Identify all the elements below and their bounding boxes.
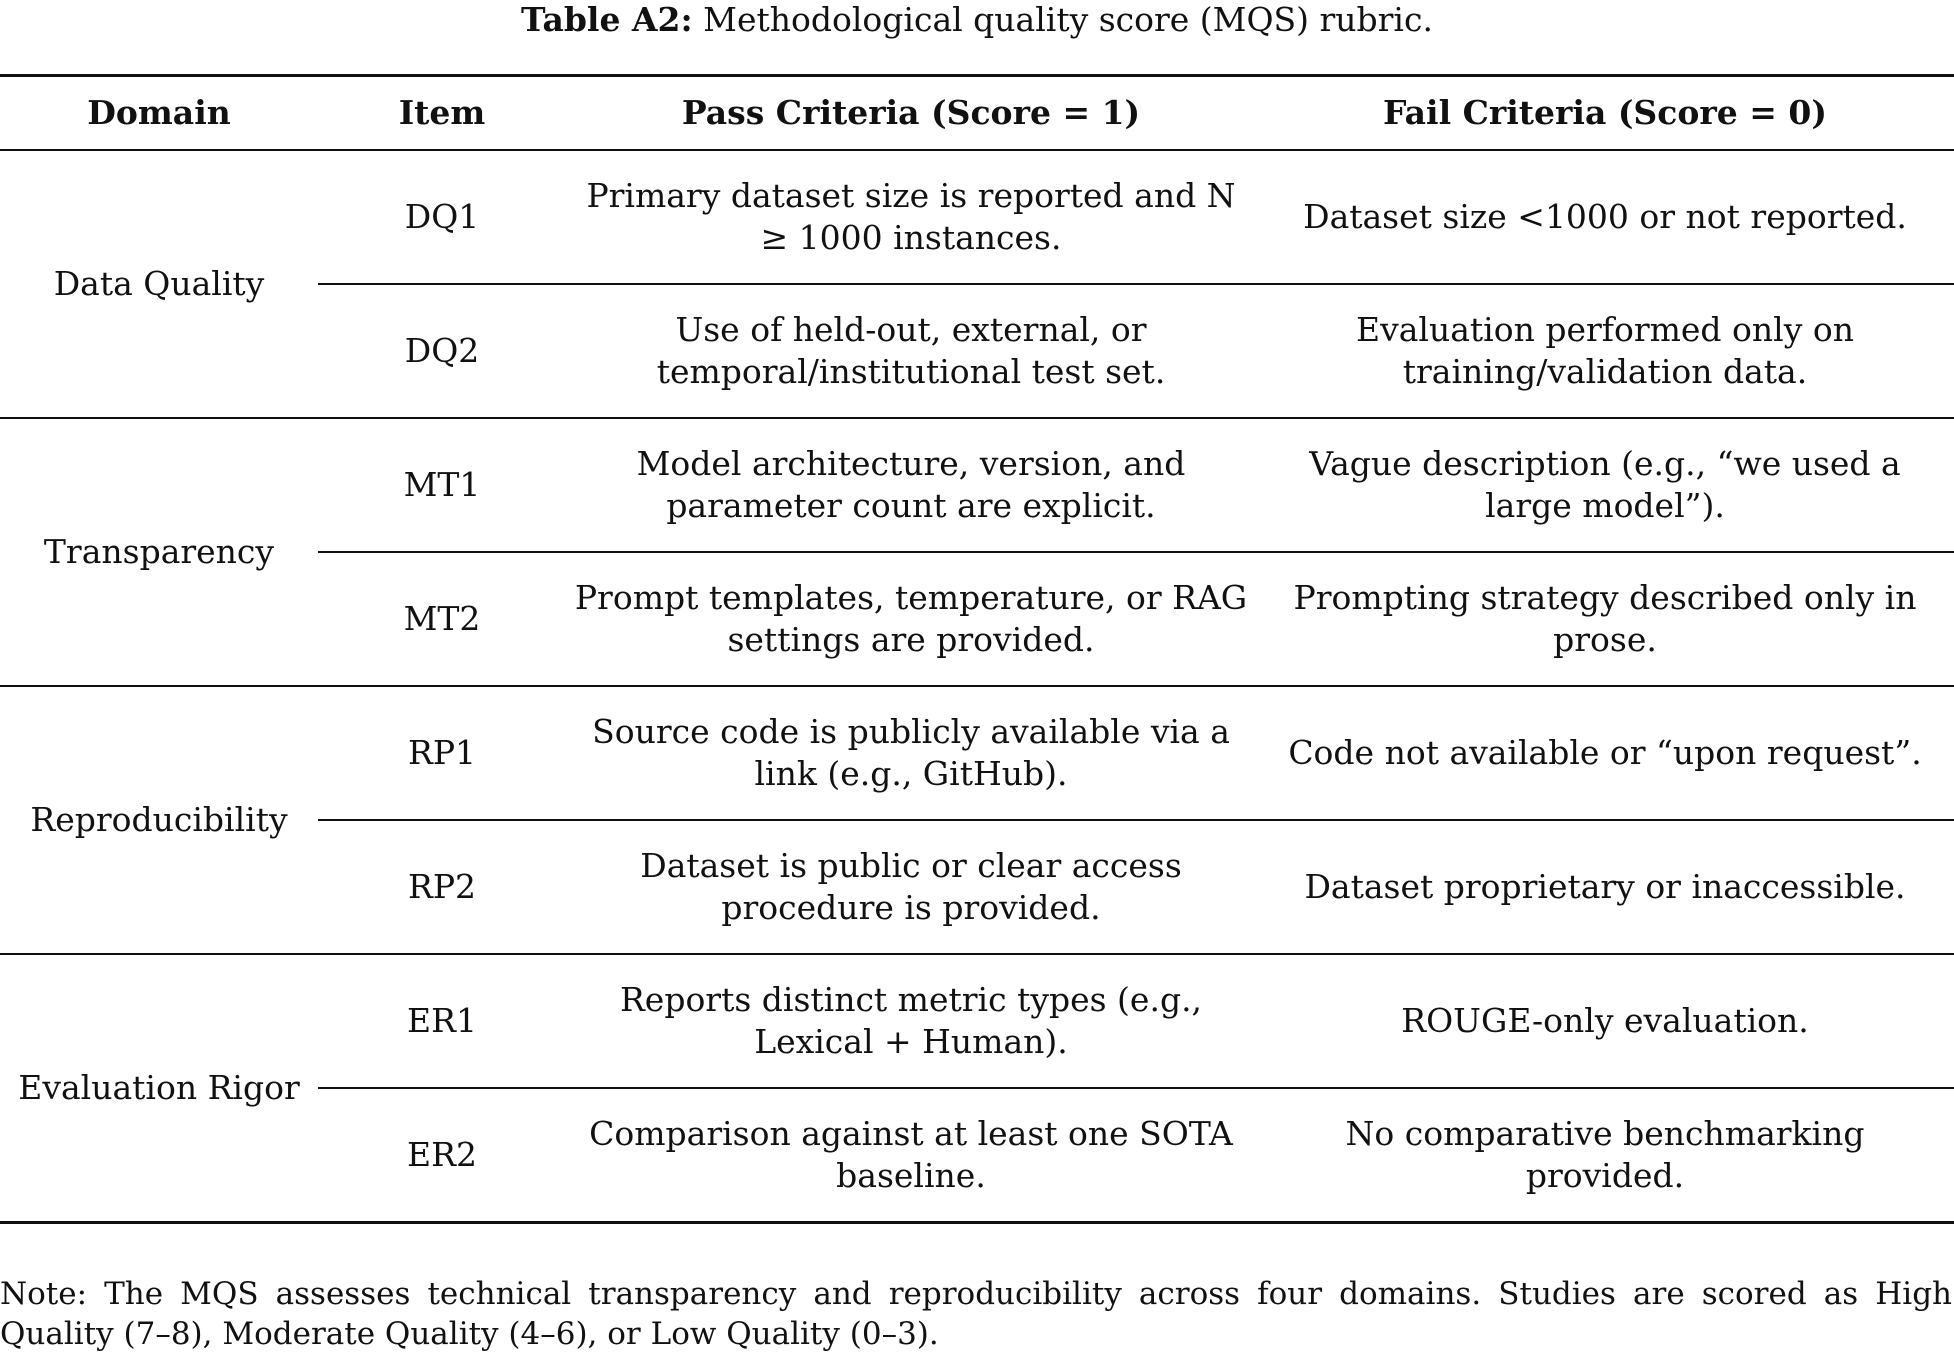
table-caption-label: Table A2: — [521, 0, 693, 39]
pass-criteria-cell: Primary dataset size is reported and N ≥ 1000 instances. — [566, 150, 1256, 284]
fail-criteria-cell: Dataset proprietary or inaccessible. — [1256, 820, 1954, 954]
fail-criteria-cell: Evaluation performed only on training/validation data. — [1256, 284, 1954, 418]
header-domain: Domain — [0, 76, 318, 151]
pass-criteria-cell: Model architecture, version, and parameter count are explicit. — [566, 418, 1256, 552]
pass-criteria-cell: Source code is publicly available via a link (e.g., GitHub). — [566, 686, 1256, 820]
item-cell: DQ2 — [318, 284, 566, 418]
table-note: Note: The MQS assesses technical transparency and reproducibility across four domains. Studies are scored as High Quality (7–8), Moderate Quality (4–6), or Low Quality (0–3). — [0, 1276, 1952, 1352]
header-fail-criteria: Fail Criteria (Score = 0) — [1256, 76, 1954, 151]
item-cell: ER1 — [318, 954, 566, 1088]
domain-cell-reproducibility: Reproducibility — [0, 686, 318, 954]
table-body — [0, 150, 1954, 1222]
domain-cell-transparency: Transparency — [0, 418, 318, 686]
domain-cell-data-quality: Data Quality — [0, 150, 318, 418]
table-header — [0, 76, 1954, 151]
item-cell: ER2 — [318, 1088, 566, 1222]
pass-criteria-cell: Use of held-out, external, or temporal/institutional test set. — [566, 284, 1256, 418]
fail-criteria-cell: No comparative benchmarking provided. — [1256, 1088, 1954, 1222]
fail-criteria-cell: ROUGE-only evaluation. — [1256, 954, 1954, 1088]
item-cell: DQ1 — [318, 150, 566, 284]
table-row — [0, 686, 1954, 820]
domain-cell-evaluation-rigor: Evaluation Rigor — [0, 954, 318, 1222]
header-item: Item — [318, 76, 566, 151]
item-cell: RP1 — [318, 686, 566, 820]
fail-criteria-cell: Code not available or “upon request”. — [1256, 686, 1954, 820]
table-row — [0, 418, 1954, 552]
table-caption — [0, 0, 1954, 40]
table-row — [0, 150, 1954, 284]
item-cell: RP2 — [318, 820, 566, 954]
table-caption-text: Methodological quality score (MQS) rubric. — [703, 0, 1433, 39]
pass-criteria-cell: Dataset is public or clear access procedure is provided. — [566, 820, 1256, 954]
header-pass-criteria: Pass Criteria (Score = 1) — [566, 76, 1256, 151]
fail-criteria-cell: Dataset size <1000 or not reported. — [1256, 150, 1954, 284]
mqs-rubric-table — [0, 74, 1954, 1224]
pass-criteria-cell: Prompt templates, temperature, or RAG settings are provided. — [566, 552, 1256, 686]
table-row — [0, 954, 1954, 1088]
fail-criteria-cell: Prompting strategy described only in prose. — [1256, 552, 1954, 686]
item-cell: MT2 — [318, 552, 566, 686]
fail-criteria-cell: Vague description (e.g., “we used a large model”). — [1256, 418, 1954, 552]
item-cell: MT1 — [318, 418, 566, 552]
pass-criteria-cell: Reports distinct metric types (e.g., Lexical + Human). — [566, 954, 1256, 1088]
pass-criteria-cell: Comparison against at least one SOTA baseline. — [566, 1088, 1256, 1222]
header-row — [0, 76, 1954, 151]
